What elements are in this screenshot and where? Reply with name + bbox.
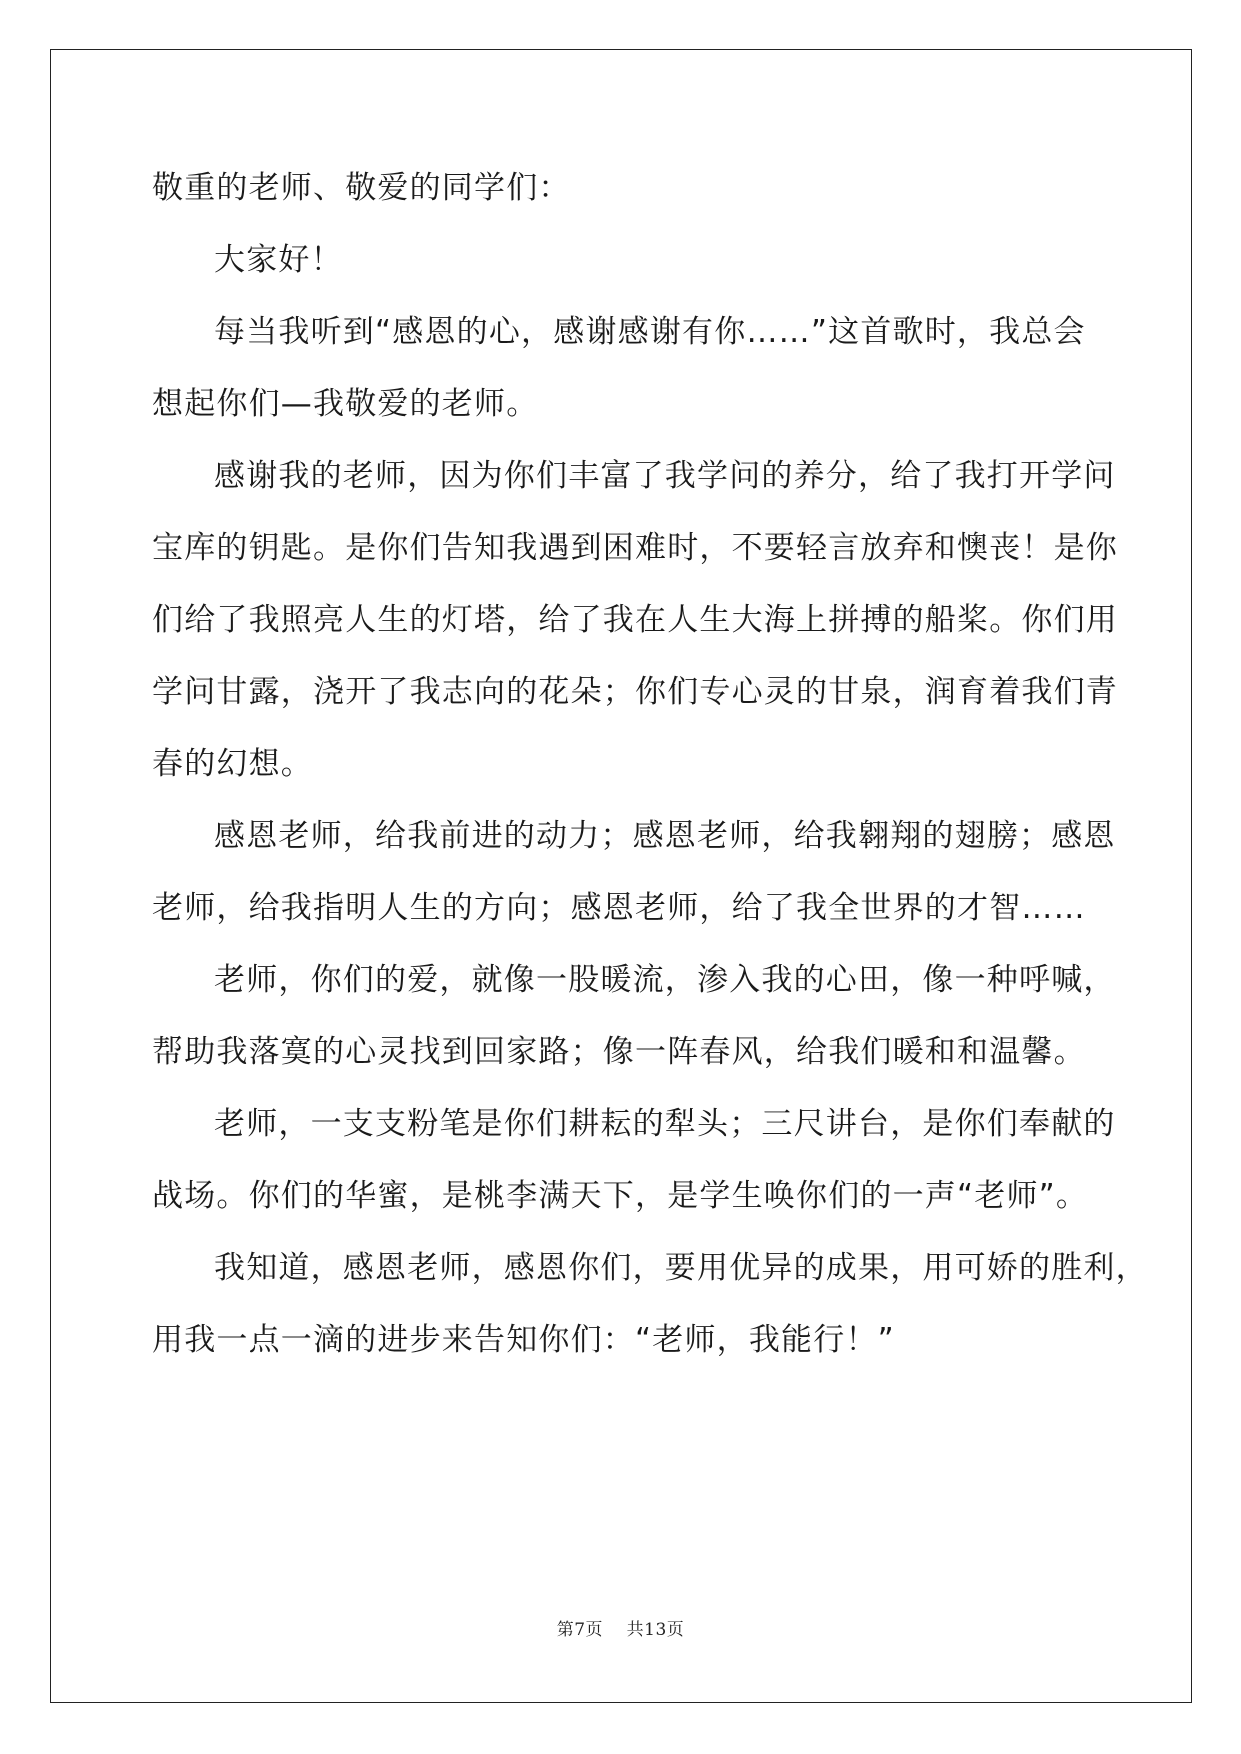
text-line: 感谢我的老师，因为你们丰富了我学问的养分，给了我打开学问	[214, 458, 1116, 494]
text-line: 大家好！	[214, 242, 343, 278]
page-border	[50, 49, 1192, 1703]
text-line: 我知道，感恩老师，感恩你们，要用优异的成果，用可娇的胜利，	[214, 1250, 1148, 1286]
text-line: 学问甘露，浇开了我志向的花朵；你们专心灵的甘泉，润育着我们青	[152, 674, 1118, 710]
text-line: 帮助我落寞的心灵找到回家路；像一阵春风，给我们暖和和温馨。	[152, 1034, 1086, 1070]
text-line: 春的幻想。	[152, 746, 313, 782]
page-footer	[0, 1615, 1241, 1640]
text-line: 敬重的老师、敬爱的同学们：	[152, 170, 571, 206]
text-line: 老师，一支支粉笔是你们耕耘的犁头；三尺讲台，是你们奉献的	[214, 1106, 1116, 1142]
text-line: 老师，你们的爱，就像一股暖流，渗入我的心田，像一种呼喊，	[214, 962, 1116, 998]
text-line: 想起你们—我敬爱的老师。	[152, 386, 539, 422]
text-line: 用我一点一滴的进步来告知你们：“老师，我能行！”	[152, 1322, 895, 1358]
page-number: 第7页	[556, 1620, 604, 1640]
page-total: 共13页	[626, 1620, 685, 1640]
text-line: 每当我听到“感恩的心，感谢感谢有你……”这首歌时，我总会	[214, 314, 1086, 350]
text-line: 们给了我照亮人生的灯塔，给了我在人生大海上拼搏的船桨。你们用	[152, 602, 1118, 638]
text-line: 感恩老师，给我前进的动力；感恩老师，给我翱翔的翅膀；感恩	[214, 818, 1116, 854]
text-line: 战场。你们的华蜜，是桃李满天下，是学生唤你们的一声“老师”。	[152, 1178, 1089, 1214]
text-line: 宝库的钥匙。是你们告知我遇到困难时，不要轻言放弃和懊丧！是你	[152, 530, 1118, 566]
text-line: 老师，给我指明人生的方向；感恩老师，给了我全世界的才智……	[152, 890, 1086, 926]
